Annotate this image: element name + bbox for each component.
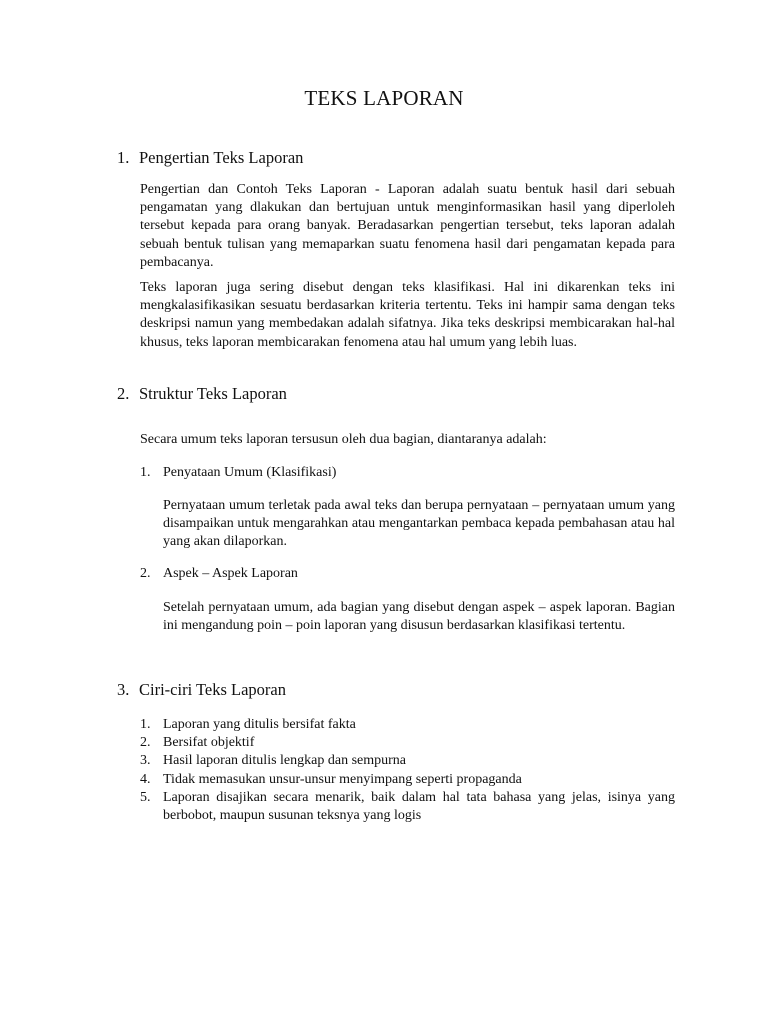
subsection-number: 1. [140, 465, 151, 480]
paragraph: Teks laporan juga sering disebut dengan teks klasifikasi. Hal ini dikarenkan teks ini mengkalasifikasikan sesuatu berdasarkan kriteria tertentu. Teks ini hampir sama dengan teks deskripsi namun yang membedakan adalah sifatnya. Jika teks deskripsi membicarakan hal-hal khusus, teks laporan membicarakan fenomena atau hal umum yang lebih luas. [140, 280, 675, 350]
subsection-number: 2. [140, 566, 151, 581]
list-item-number: 5. [140, 789, 151, 805]
section-title: Pengertian Teks Laporan [139, 148, 304, 167]
list-item-number: 2. [140, 735, 151, 751]
section-number: 2. [117, 384, 130, 403]
list-item [140, 716, 675, 734]
subsection-heading [140, 465, 336, 481]
list-item [140, 789, 675, 825]
section-heading-struktur [117, 384, 287, 404]
list-item [140, 752, 675, 770]
list-item [140, 771, 675, 789]
paragraph: Setelah pernyataan umum, ada bagian yang disebut dengan aspek – aspek laporan. Bagian ini mengandung poin – poin laporan yang disusun berdasarkan klasifikasi tertentu. [163, 600, 675, 634]
list-item-text: Laporan yang ditulis bersifat fakta [163, 717, 356, 732]
list-item [140, 734, 675, 752]
paragraph: Secara umum teks laporan tersusun oleh dua bagian, diantaranya adalah: [140, 432, 547, 447]
section-number: 1. [117, 148, 130, 167]
section-title: Ciri-ciri Teks Laporan [139, 680, 286, 699]
section-heading-ciri [117, 680, 286, 700]
paragraph: Pengertian dan Contoh Teks Laporan - Laporan adalah suatu bentuk hasil dari sebuah pengamatan yang dlakukan dan bertujuan untuk menginformasikan hasil yang diperloleh tersebut kepada para orang banyak. Beradasarkan pengertian tersebut, teks laporan adalah sebuah bentuk tulisan yang memaparkan suatu fenomena hasil dari pengamatan kepada para pembacanya. [140, 182, 675, 270]
subsection-title: Aspek – Aspek Laporan [163, 566, 298, 581]
subsection-title: Penyataan Umum (Klasifikasi) [163, 465, 337, 480]
list-item-text: Hasil laporan ditulis lengkap dan sempurna [163, 753, 406, 769]
list-item-number: 4. [140, 771, 151, 787]
list-item-text: Bersifat objektif [163, 735, 255, 751]
paragraph: Pernyataan umum terletak pada awal teks dan berupa pernyataan – pernyataan umum yang disampaikan untuk mengarahkan atau mengantarkan pembaca kepada pembahasan atau hal yang akan dilaporkan. [163, 498, 675, 550]
characteristics-list [140, 716, 675, 825]
list-item-number: 3. [140, 753, 151, 769]
section-heading-pengertian [117, 148, 303, 168]
list-item-text: Laporan disajikan secara menarik, baik dalam hal tata bahasa yang jelas, isinya yang berbobot, maupun susunan teksnya yang logis [163, 789, 675, 824]
section-title: Struktur Teks Laporan [139, 384, 287, 403]
list-item-text: Tidak memasukan unsur-unsur menyimpang seperti propaganda [163, 771, 522, 787]
section-number: 3. [117, 680, 130, 699]
subsection-heading [140, 566, 298, 582]
list-item-number: 1. [140, 717, 151, 732]
page-title: TEKS LAPORAN [304, 86, 464, 110]
